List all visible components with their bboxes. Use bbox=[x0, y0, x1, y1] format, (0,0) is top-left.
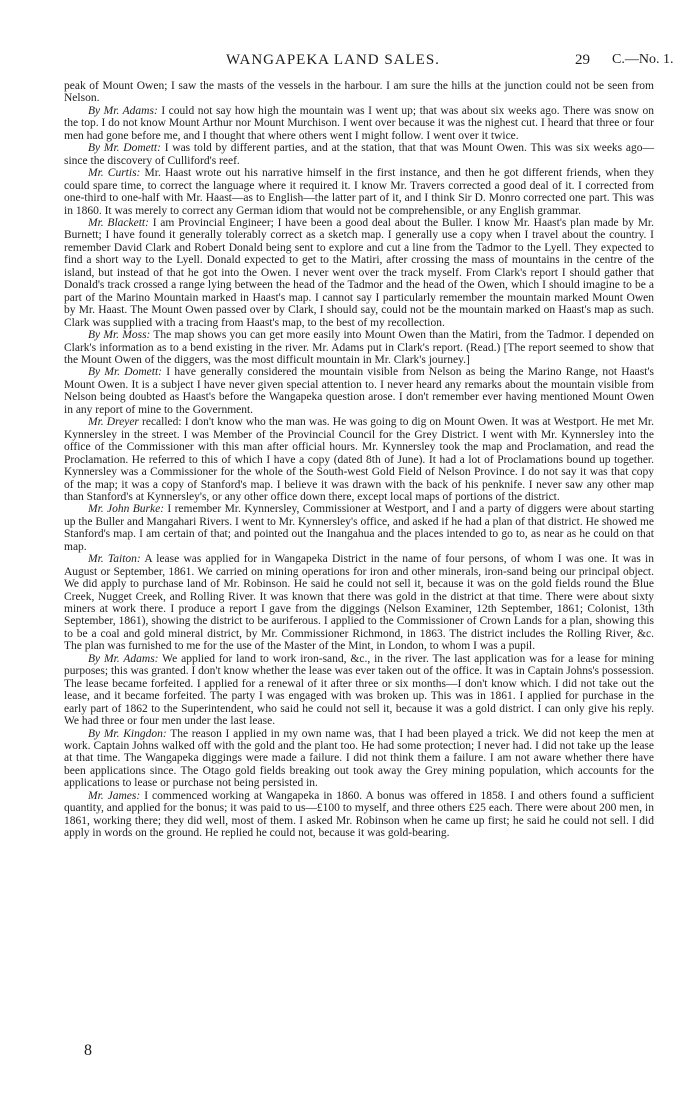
speaker-label: Mr. Curtis: bbox=[88, 167, 141, 180]
testimony-text: The reason I applied in my own name was, that I had been played a trick. We did not keep the men at work. Captain Johns walked off with the gold and the plant too. He had some protection; I never had. I did not take up the lease at that time. The Wangapeka diggings were made a failure. I did not think them a failure. I am not aware whether there have been applications since. The Otago gold fields breaking out took away the Grey mining population, which accounts for the applications to lease or purchase not being persisted in. bbox=[64, 727, 654, 790]
testimony-text: I am Provincial Engineer; I have been a good deal about the Buller. I know Mr. Haast's plan made by Mr. Burnett; I have found it generally tolerably correct as a sketch map. I generally use a copy when I travel about the country. I remember David Clark and Robert Donald being sent to explore and cut a line from the Tadmor to the Lyell. They expected to find a short way to the Lyell. Donald expected to get to the Matiri, after crossing the mass of mountains in the centre of the island, but instead of that he got into the Owen. I never went over the track myself. From Clark's report I should gather that Donald's track crossed a range lying between the head of the Tadmor and the head of the Owen, which I should imagine to be a part of the Marino Mountain marked in Haast's map. I cannot say I particularly remember the mountain marked Mount Owen by Mr. Haast. The Mount Owen passed over by Clark, I should say, could not be the mountain marked on Haast's map as such. Clark was supplied with a tracing from Haast's map, to the best of my recollection. bbox=[64, 216, 654, 329]
testimony-text: Mr. Haast wrote out his narrative himself in the first instance, and then he got different friends, when they could spare time, to correct the language where it required it. I know Mr. Travers corrected a good deal of it. I corrected from one-third to one-half with Mr. Haast—as to English—the latter part of it, and I think Sir D. Monro corrected one part. This was in 1860. It was merely to correct any German idiom that would not be comprehensible, or any English grammar. bbox=[64, 167, 655, 217]
testimony-paragraph bbox=[64, 217, 654, 329]
testimony-text: A lease was applied for in Wangapeka District in the name of four persons, of whom I was one. It was in August or September, 1861. We carried on mining operations for iron and other minerals, iron-sand being our principal object. We did apply to purchase land of Mr. Robinson. He said he could not sell it, because it was on the gold fields round the Blue Creek, Nugget Creek, and Rolling River. It was known that there was gold in the district at that time. There were about sixty miners at work there. I produce a report I gave from the diggings (Nelson Examiner, 12th September, 1861; Colonist, 13th September, 1861), showing the district to be auriferous. I applied to the Commissioner of Crown Lands for a plan, showing this to be a coal and gold mineral district, by Mr. Commissioner Richmond, in 1863. The district includes the Rolling River, &c. The plan was furnished to me for the use of the Master of the Mint, in London, to whom I was a pupil. bbox=[64, 553, 654, 653]
speaker-label: By Mr. Moss: bbox=[88, 329, 151, 342]
speaker-label: Mr. Dreyer bbox=[88, 416, 139, 429]
testimony-paragraph bbox=[64, 503, 654, 553]
speaker-label: Mr. James: bbox=[88, 789, 141, 802]
testimony-text: I could not say how high the mountain was I went up; that was about six weeks ago. There was snow on the top. I do not know Mount Arthur nor Mount Murchison. I went over because it was the nighest cut. I heard that three or four men had gone before me, and I thought that where others went I might follow. I went over it twice. bbox=[64, 104, 654, 142]
speaker-label: By Mr. Domett: bbox=[88, 366, 162, 379]
page-header bbox=[0, 52, 700, 74]
testimony-paragraph bbox=[64, 366, 654, 416]
testimony-paragraph bbox=[64, 329, 654, 366]
testimony-text: The map shows you can get more easily into Mount Owen than the Matiri, from the Tadmor. I depended on Clark's information as to a bend existing in the river. Mr. Adams put in Clark's report. (Read.) [The report seemed to show that the Mount Owen of the diggers, was the most difficult mountain in Mr. Clark's journey.] bbox=[64, 329, 654, 366]
testimony-paragraph bbox=[64, 790, 654, 840]
speaker-label: By Mr. Adams: bbox=[88, 104, 158, 117]
document-reference: C.—No. 1. bbox=[612, 52, 674, 67]
signature-mark: 8 bbox=[84, 1042, 92, 1059]
speaker-label: Mr. John Burke: bbox=[88, 503, 165, 516]
testimony-text: recalled: I don't know who the man was. He was going to dig on Mount Owen. It was at Westport. He met Mr. Kynnersley in the street. I was Member of the Provincial Council for the Grey District. I went with Mr. Kynnersley into the office of the Commissioner with this man after official hours. Mr. Kynnersley took the map and Proclamation, and read the Proclamation. He referred to this of which I have a copy (dated 8th of June). It had a lot of Proclamations bound up together. Kynnersley was a Commissioner for the whole of the South-west Gold Field of Nelson Province. I do not say it was that copy of the map; it was a copy of Stanford's map. I believe it was drawn with the back of his penknife. I never saw any other map than Stanford's at Kynnersley's, or any other office down there, except local maps of portions of the district. bbox=[64, 416, 654, 503]
testimony-paragraph bbox=[64, 105, 654, 142]
testimony-text: I remember Mr. Kynnersley, Commissioner at Westport, and I and a party of diggers were about starting up the Buller and Mangahari Rivers. I went to Mr. Kynnersley's office, and asked if he had a plan of that district. He showed me Stanford's map. I am certain of that; and pointed out the Inangahua and the places intended to go to, as near as he could on that map. bbox=[64, 503, 654, 553]
testimony-paragraph bbox=[64, 728, 654, 790]
testimony-paragraph bbox=[64, 553, 654, 653]
speaker-label: By Mr. Adams: bbox=[88, 652, 159, 665]
evidence-text bbox=[64, 80, 654, 840]
testimony-paragraph bbox=[64, 653, 654, 728]
speaker-label: Mr. Blackett: bbox=[88, 216, 149, 229]
testimony-paragraph bbox=[64, 416, 654, 503]
testimony-text: We applied for land to work iron-sand, &c., in the river. The last application was for a lease for mining purposes; this was granted. I don't know whether the lease was ever taken out of the office. It was in Captain Johns's possession. The lease became forfeited. I applied for a renewal of it after three or six months—I don't know which. I did not take out the lease, and it became forfeited. The party I was engaged with was broken up. This was in 1861. I applied for purchase in the early part of 1862 to the Superintendent, who said he could not sell it, because it was a gold district. I can only give his reply. We had three or four men under the last lease. bbox=[64, 652, 654, 728]
speaker-label: By Mr. Domett: bbox=[88, 142, 161, 155]
testimony-text: I was told by different parties, and at the station, that that was Mount Owen. This was six weeks ago—since the discovery of Culliford's reef. bbox=[64, 142, 654, 167]
testimony-text: I commenced working at Wangapeka in 1860. A bonus was offered in 1858. I and others found a sufficient quantity, and applied for the bonus; it was paid to us—£100 to myself, and three others £25 each. There were about 200 men, in 1861, working there; they did well, most of them. I asked Mr. Robinson when he came up first; he said he could not sell. I did apply in words on the ground. He replied he could not, because it was gold-bearing. bbox=[64, 789, 654, 840]
testimony-paragraph bbox=[64, 80, 654, 105]
running-title: WANGAPEKA LAND SALES. bbox=[226, 52, 440, 68]
speaker-label: By Mr. Kingdon: bbox=[88, 727, 167, 740]
page-number: 29 bbox=[575, 52, 590, 68]
speaker-label: Mr. Taiton: bbox=[88, 553, 141, 566]
testimony-text: peak of Mount Owen; I saw the masts of the vessels in the harbour. I am sure the hills at the junction could not be seen from Nelson. bbox=[64, 80, 654, 105]
testimony-paragraph bbox=[64, 142, 654, 167]
testimony-text: I have generally considered the mountain visible from Nelson as being the Marino Range, not Haast's Mount Owen. It is a subject I have never given special attention to. I never heard any remarks about the mountain visible from Nelson being doubted as Haast's before the Wangapeka question arose. I don't remember ever having mentioned Mount Owen in any report of mine to the Government. bbox=[64, 366, 655, 416]
testimony-paragraph bbox=[64, 167, 654, 217]
